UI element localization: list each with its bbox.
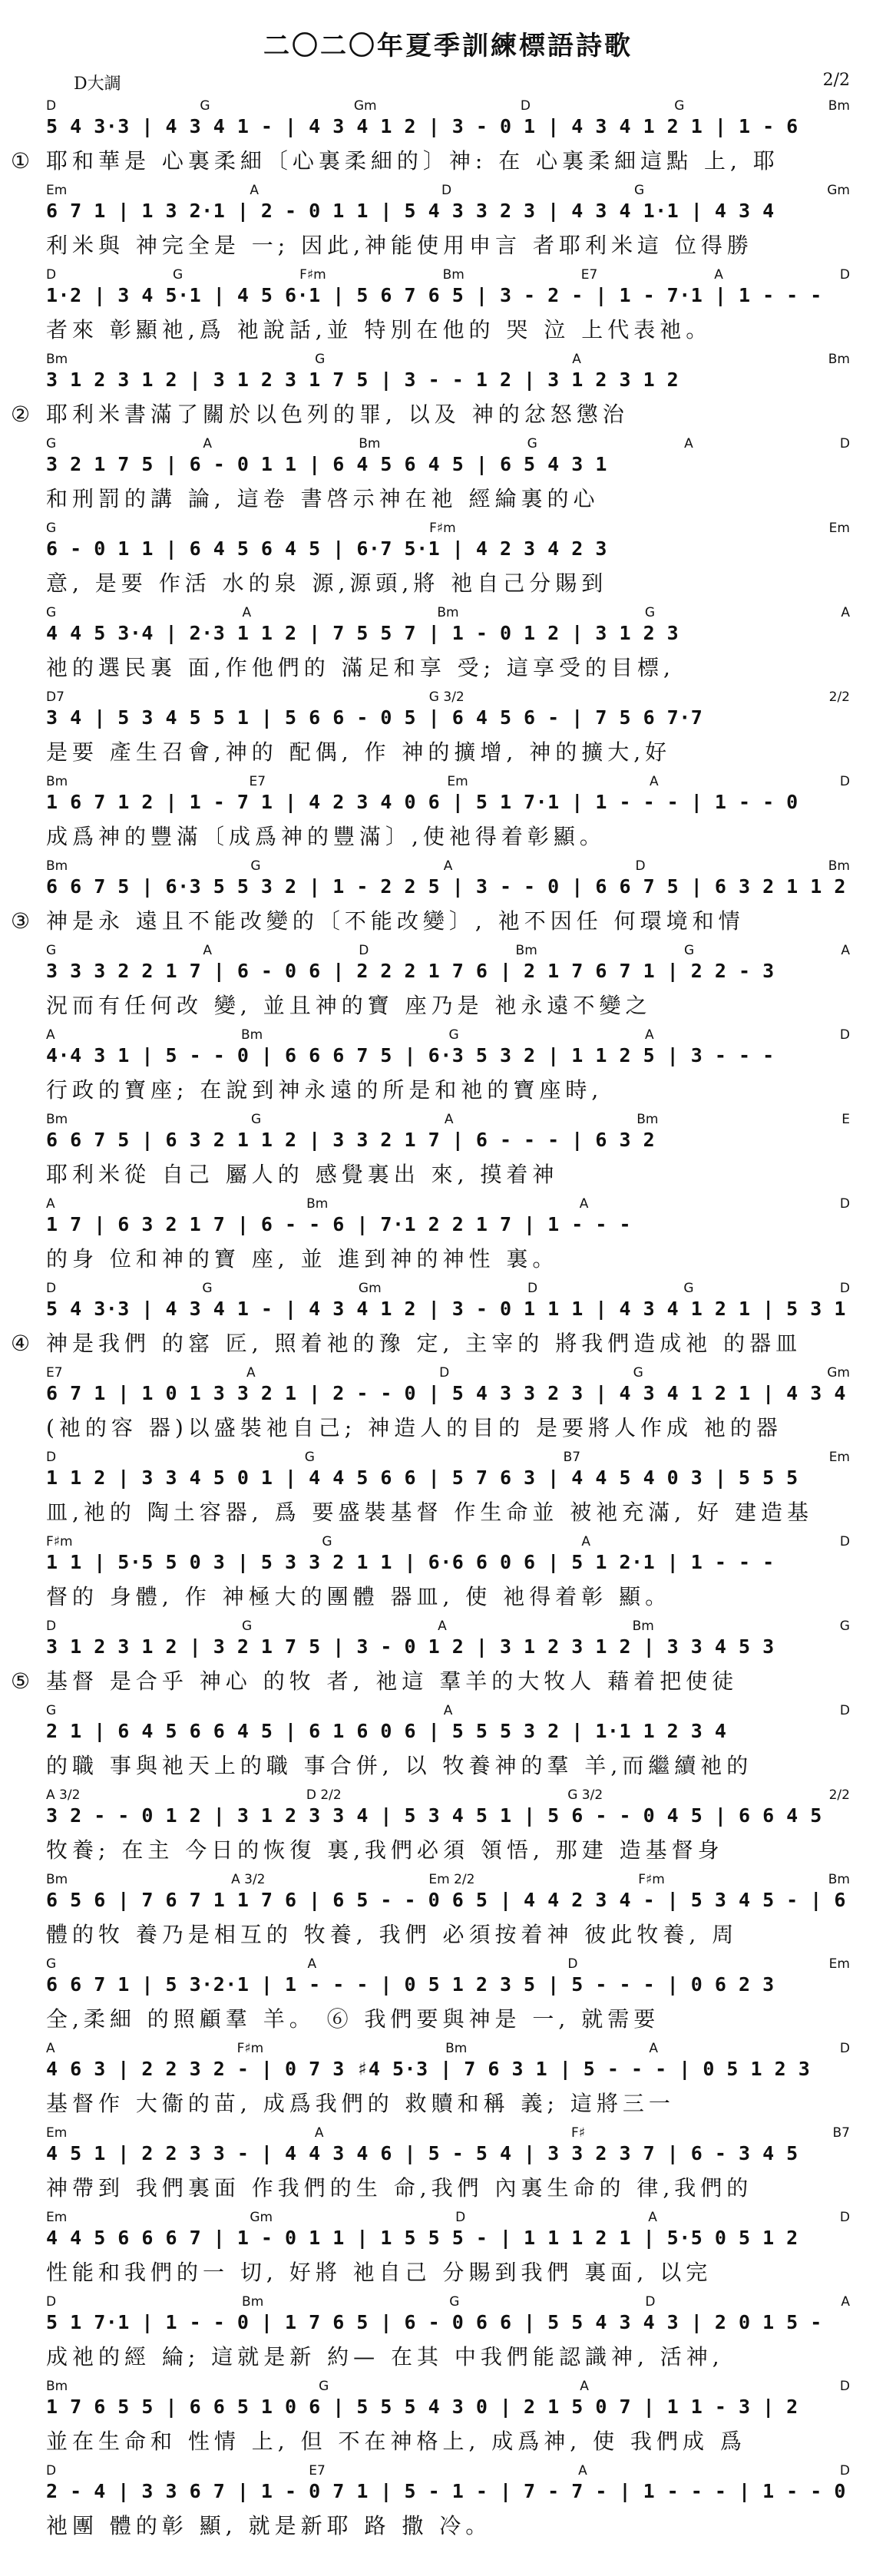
chord-symbol: A 3/2	[231, 1872, 266, 1887]
chord-symbol: D	[46, 1450, 57, 1465]
jianpu-notes: 6 6 7 1 | 5 3·2·1 | 1 - - - | 0 5 1 2 3 5 | 5 - - - | 0 6 2 3	[46, 1973, 775, 1996]
chord-symbol: E7	[46, 1365, 63, 1381]
chord-symbol: G	[683, 943, 695, 958]
chord-row	[46, 1196, 850, 1213]
song-title: 二〇二〇年夏季訓練標語詩歌	[263, 31, 633, 61]
chord-symbol: F♯m	[299, 267, 326, 283]
chord-symbol: D	[839, 2463, 850, 2478]
jianpu-notes: 6 7 1 | 1 0 1 3 3 2 1 | 2 - - 0 | 5 4 3 3 2 3 | 4 3 4 1 2 1 | 4 3 4	[46, 1382, 846, 1404]
chord-symbol: A	[443, 858, 453, 874]
score-line	[0, 1534, 896, 1619]
lyric-text: 意, 是要 作活 水的泉 源,源頭,將 祂自己分賜到	[46, 570, 608, 596]
chord-symbol: A	[578, 2463, 587, 2478]
chord-symbol: Em	[46, 183, 68, 198]
lyrics-row	[11, 398, 859, 428]
time-signature: 2/2	[822, 71, 850, 90]
lyrics-row	[11, 482, 859, 513]
chord-symbol: G	[674, 98, 685, 114]
chord-symbol: D	[839, 2210, 850, 2225]
jianpu-notes: 3 1 2 3 1 2 | 3 1 2 3 1 7 5 | 3 - - 1 2 | 3 1 2 3 1 2	[46, 369, 679, 391]
chord-row	[46, 267, 850, 284]
verse-number: ⑤	[11, 1668, 31, 1694]
chord-symbol: Bm	[46, 352, 68, 367]
chord-row	[46, 2463, 850, 2480]
lyric-text: 牧養; 在主 今日的恢復 裏,我們必須 領悟, 那建 造基督身	[46, 1837, 724, 1863]
chord-row	[46, 1027, 850, 1044]
lyrics-row	[11, 144, 859, 175]
chord-symbol: Bm	[828, 1872, 850, 1887]
lyric-text: 督的 身體, 作 神極大的團體 器皿, 使 祂得着彰 顯。	[46, 1584, 672, 1609]
chord-symbol: Em	[447, 774, 468, 789]
jianpu-notes: 5 4 3·3 | 4 3 4 1 - | 4 3 4 1 2 | 3 - 0 1 | 4 3 4 1 2 1 | 1 - 6	[46, 115, 798, 137]
lyric-text: 全,柔細 的照顧羣 羊。 ⑥ 我們要與神是 一, 就需要	[46, 2006, 660, 2032]
jianpu-notes: 1 7 | 6 3 2 1 7 | 6 - - 6 | 7·1 2 2 1 7 | 1 - - -	[46, 1213, 632, 1235]
chord-row	[46, 605, 850, 622]
score-line	[0, 774, 896, 858]
chord-symbol: D	[839, 1281, 850, 1296]
chord-symbol: A	[579, 1196, 589, 1212]
lyrics-row	[11, 1834, 859, 1864]
chord-symbol: F♯m	[429, 521, 456, 536]
chord-symbol: D	[455, 2210, 466, 2225]
jianpu-notes: 1 6 7 1 2 | 1 - 7 1 | 4 2 3 4 0 6 | 5 1 7·1 | 1 - - - | 1 - - 0	[46, 791, 798, 813]
chord-symbol: A	[644, 1027, 654, 1043]
chord-row	[46, 1872, 850, 1889]
jianpu-notes: 5 1 7·1 | 1 - - 0 | 1 7 6 5 | 6 - 0 6 6 | 5 5 4 3 4 3 | 2 0 1 5 -	[46, 2311, 822, 2333]
chord-row	[46, 2210, 850, 2227]
chord-symbol: G	[304, 1450, 315, 1465]
chord-row	[46, 98, 850, 115]
score-line	[0, 183, 896, 267]
verse-number: ④	[11, 1331, 31, 1356]
verse-number: ③	[11, 908, 31, 934]
score-line	[0, 1787, 896, 1872]
lyrics-row	[11, 229, 859, 260]
chord-symbol: G	[46, 1956, 57, 1972]
lyrics-row	[11, 1411, 859, 1442]
chord-symbol: Bm	[828, 352, 850, 367]
chord-symbol: Bm	[437, 605, 459, 620]
chord-symbol: D	[567, 1956, 578, 1972]
chord-symbol: A	[580, 2379, 589, 2394]
chord-symbol: D	[839, 774, 850, 789]
chord-symbol: A	[242, 605, 252, 620]
score-line	[0, 2294, 896, 2379]
lyrics-row	[11, 1158, 859, 1189]
lyrics-row	[11, 904, 859, 935]
chord-symbol: F♯m	[638, 1872, 665, 1887]
chord-symbol: Em 2/2	[428, 1872, 475, 1887]
chord-symbol: Em	[828, 1956, 850, 1972]
jianpu-notes: 6 6 7 5 | 6·3 5 5 3 2 | 1 - 2 2 5 | 3 - - 0 | 6 6 7 5 | 6 3 2 1 1 2	[46, 875, 846, 898]
chord-symbol: D	[839, 2379, 850, 2394]
score-line	[0, 1281, 896, 1365]
lyric-text: 體的牧 養乃是相互的 牧養, 我們 必須按着神 彼此牧養, 周	[46, 1922, 739, 1947]
chord-row	[46, 2041, 850, 2058]
lyrics-row	[11, 2256, 859, 2287]
score-line	[0, 689, 896, 774]
score-line	[0, 436, 896, 521]
lyric-text: 皿,祂的 陶土容器, 爲 要盛裝基督 作生命並 被祂充滿, 好 建造基	[46, 1500, 814, 1525]
score-line	[0, 2463, 896, 2548]
chord-symbol: G	[200, 98, 210, 114]
chord-row	[46, 2294, 850, 2311]
chord-symbol: Bm	[242, 2294, 264, 2310]
chord-symbol: G	[173, 267, 183, 283]
lyric-text: 的職 事與祂天上的職 事合併, 以 牧養神的羣 羊,而繼續祂的	[46, 1753, 753, 1778]
chord-symbol: D	[46, 1281, 57, 1296]
lyrics-row	[11, 2509, 859, 2540]
chord-symbol: 2/2	[828, 689, 850, 705]
chord-row	[46, 1112, 850, 1129]
lyrics-row	[11, 1496, 859, 1526]
chord-symbol: A	[572, 352, 581, 367]
chord-symbol: D	[46, 98, 57, 114]
chord-symbol: Bm	[632, 1619, 654, 1634]
lyrics-row	[11, 989, 859, 1020]
chord-symbol: A	[649, 2041, 658, 2056]
chord-symbol: 2/2	[828, 1787, 850, 1803]
chord-symbol: Gm	[827, 183, 850, 198]
chord-symbol: D	[839, 1027, 850, 1043]
lyrics-row	[11, 1749, 859, 1780]
chord-symbol: Bm	[306, 1196, 329, 1212]
chord-symbol: D	[46, 2294, 57, 2310]
chord-symbol: D	[439, 1365, 450, 1381]
score-line	[0, 352, 896, 436]
chord-symbol: G	[250, 1112, 262, 1127]
jianpu-notes: 3 4 | 5 3 4 5 5 1 | 5 6 6 - 0 5 | 6 4 5 6 - | 7 5 6 7·7	[46, 706, 703, 729]
chord-symbol: G	[46, 1703, 57, 1718]
chord-symbol: E7	[309, 2463, 326, 2478]
chord-symbol: A	[714, 267, 723, 283]
jianpu-notes: 6 6 7 5 | 6 3 2 1 1 2 | 3 3 2 1 7 | 6 - - - | 6 3 2	[46, 1129, 656, 1151]
chord-row	[46, 1281, 850, 1298]
score-line	[0, 1027, 896, 1112]
chord-symbol: D	[839, 1703, 850, 1718]
lyrics-row	[11, 651, 859, 682]
chord-symbol: A	[246, 1365, 256, 1381]
chord-symbol: Bm	[445, 2041, 468, 2056]
chord-row	[46, 2125, 850, 2142]
chord-symbol: F♯m	[46, 1534, 73, 1549]
score-line	[0, 521, 896, 605]
lyric-text: 況而有任何改 變, 並且神的寶 座乃是 祂永遠不變之	[46, 993, 652, 1018]
chord-symbol: G	[250, 858, 261, 874]
chord-symbol: B7	[563, 1450, 581, 1465]
chord-symbol: G	[242, 1619, 253, 1634]
chord-symbol: A	[46, 1027, 55, 1043]
lyric-text: 的身 位和神的寶 座, 並 進到神的神性 裏。	[46, 1246, 559, 1271]
score-line	[0, 858, 896, 943]
chord-symbol: Bm	[442, 267, 465, 283]
chord-symbol: D	[359, 943, 369, 958]
lyrics-row	[11, 820, 859, 851]
lyric-text: 者來 彰顯祂,爲 祂說話,並 特別在他的 哭 泣 上代表祂。	[46, 317, 713, 342]
chord-symbol: G	[322, 1534, 332, 1549]
chord-row	[46, 1450, 850, 1467]
score-line	[0, 1112, 896, 1196]
chord-row	[46, 1787, 850, 1804]
key-signature: D大調	[74, 74, 121, 94]
chord-symbol: G	[448, 1027, 459, 1043]
chord-symbol: Bm	[46, 1112, 68, 1127]
chord-symbol: A	[841, 2294, 850, 2310]
chord-symbol: Bm	[46, 2379, 68, 2394]
jianpu-notes: 4 4 5 6 6 6 7 | 1 - 0 1 1 | 1 5 5 5 - | 1 1 1 2 1 | 5·5 0 5 1 2	[46, 2227, 798, 2249]
jianpu-notes: 5 4 3·3 | 4 3 4 1 - | 4 3 4 1 2 | 3 - 0 1 1 1 | 4 3 4 1 2 1 | 5 3 1	[46, 1298, 846, 1320]
chord-symbol: A	[684, 436, 693, 451]
jianpu-notes: 4·4 3 1 | 5 - - 0 | 6 6 6 7 5 | 6·3 5 3 2 | 1 1 2 5 | 3 - - -	[46, 1044, 775, 1066]
lyrics-row	[11, 1918, 859, 1949]
chord-symbol: Bm	[46, 1872, 68, 1887]
chord-symbol: G	[202, 1281, 213, 1296]
score-line	[0, 1956, 896, 2041]
jianpu-notes: 6 - 0 1 1 | 6 4 5 6 4 5 | 6·7 5·1 | 4 2 3 4 2 3	[46, 537, 607, 560]
chord-symbol: Bm	[828, 858, 850, 874]
chord-symbol: A	[841, 943, 850, 958]
chord-symbol: F♯m	[236, 2041, 264, 2056]
chord-symbol: Em	[828, 521, 850, 536]
chord-symbol: E	[841, 1112, 850, 1127]
chord-symbol: G	[644, 605, 656, 620]
chord-symbol: A	[444, 1112, 454, 1127]
lyric-text: 是要 產生召會,神的 配偶, 作 神的擴增, 神的擴大,好	[46, 739, 672, 765]
chord-symbol: D	[46, 1619, 57, 1634]
chord-symbol: D	[839, 267, 850, 283]
chord-symbol: D7	[46, 689, 64, 705]
lyric-text: 並在生命和 性情 上, 但 不在神格上, 成爲神, 使 我們成 爲	[46, 2429, 746, 2454]
lyric-text: 神是永 遠且不能改變的〔不能改變〕, 祂不因任 何環境和情	[46, 908, 745, 934]
chord-symbol: D	[645, 2294, 656, 2310]
score-line	[0, 1703, 896, 1787]
chord-symbol: D	[839, 1196, 850, 1212]
score-line	[0, 2041, 896, 2125]
lyric-text: 祂的選民裏 面,作他們的 滿足和享 受; 這享受的目標,	[46, 655, 675, 680]
chord-row	[46, 352, 850, 369]
chord-row	[46, 436, 850, 453]
chord-row	[46, 689, 850, 706]
lyric-text: 祂團 體的彰 顯, 就是新耶 路 撒 冷。	[46, 2513, 492, 2538]
lyric-text: 和刑罰的講 論, 這卷 書啓示神在祂 經綸裏的心	[46, 486, 600, 511]
score-line	[0, 605, 896, 689]
chord-row	[46, 1534, 850, 1551]
jianpu-notes: 1 1 | 5·5 5 0 3 | 5 3 3 2 1 1 | 6·6 6 0 6 | 5 1 2·1 | 1 - - -	[46, 1551, 775, 1573]
chord-symbol: D	[635, 858, 646, 874]
score-line	[0, 98, 896, 183]
chord-symbol: Bm	[515, 943, 537, 958]
jianpu-notes: 2 - 4 | 3 3 6 7 | 1 - 0 7 1 | 5 - 1 - | 7 - 7 - | 1 - - - | 1 - - 0	[46, 2480, 846, 2502]
chord-row	[46, 774, 850, 791]
chord-symbol: G	[449, 2294, 460, 2310]
lyric-text: 基督作 大衞的苗, 成爲我們的 救贖和稱 義; 這將三一	[46, 2091, 675, 2116]
chord-symbol: D	[520, 98, 531, 114]
score-line	[0, 1872, 896, 1956]
chord-row	[46, 943, 850, 960]
chord-symbol: Gm	[353, 98, 377, 114]
chord-symbol: D	[839, 1534, 850, 1549]
chord-symbol: Em	[828, 1450, 850, 1465]
chord-symbol: A	[649, 774, 659, 789]
jianpu-notes: 3 1 2 3 1 2 | 3 2 1 7 5 | 3 - 0 1 2 | 3 1 2 3 1 2 | 3 3 4 5 3	[46, 1635, 775, 1658]
chord-row	[46, 1619, 850, 1635]
verse-number: ①	[11, 148, 31, 174]
chord-row	[46, 858, 850, 875]
score-lines	[0, 98, 896, 2548]
chord-symbol: Gm	[250, 2210, 273, 2225]
score-line	[0, 1450, 896, 1534]
chord-symbol: Bm	[636, 1112, 659, 1127]
lyric-text: (祂的容 器)以盛裝祂自己; 神造人的目的 是要將人作成 祂的器	[46, 1415, 782, 1440]
lyric-text: 行政的寶座; 在說到神永遠的所是和祂的寶座時,	[46, 1077, 603, 1103]
score-line	[0, 1196, 896, 1281]
lyric-text: 神帶到 我們裏面 作我們的生 命,我們 內裏生命的 律,我們的	[46, 2175, 753, 2201]
chord-symbol: D	[441, 183, 452, 198]
chord-symbol: G	[319, 2379, 329, 2394]
chord-symbol: A	[203, 943, 213, 958]
score-line	[0, 2379, 896, 2463]
chord-row	[46, 183, 850, 200]
chord-symbol: E7	[580, 267, 598, 283]
chord-symbol: A	[307, 1956, 317, 1972]
score-line	[0, 1365, 896, 1450]
chord-symbol: F♯	[570, 2125, 585, 2141]
lyrics-row	[11, 1327, 859, 1357]
lyrics-row	[11, 2425, 859, 2455]
chord-symbol: G	[839, 1619, 850, 1634]
lyric-text: 基督 是合乎 神心 的牧 者, 祂這 羣羊的大牧人 藉着把使徒	[46, 1668, 739, 1694]
jianpu-notes: 4 5 1 | 2 2 3 3 - | 4 4 3 4 6 | 5 - 5 4 | 3 3 2 3 7 | 6 - 3 4 5	[46, 2142, 798, 2164]
score-line	[0, 1619, 896, 1703]
lyric-text: 耶和華是 心裏柔細〔心裏柔細的〕神: 在 心裏柔細這點 上, 耶	[46, 148, 779, 174]
chord-symbol: A	[46, 1196, 55, 1212]
chord-symbol: A	[438, 1619, 447, 1634]
chord-symbol: G	[46, 436, 57, 451]
lyrics-row	[11, 2087, 859, 2118]
chord-symbol: D	[527, 1281, 538, 1296]
lyrics-row	[11, 313, 859, 344]
chord-symbol: B7	[832, 2125, 850, 2141]
chord-symbol: Bm	[46, 858, 68, 874]
lyrics-row	[11, 2171, 859, 2202]
chord-row	[46, 2379, 850, 2396]
chord-symbol: A	[648, 2210, 657, 2225]
jianpu-notes: 2 1 | 6 4 5 6 6 4 5 | 6 1 6 0 6 | 5 5 5 3 2 | 1·1 1 2 3 4	[46, 1720, 727, 1742]
jianpu-notes: 4 4 5 3·4 | 2·3 1 1 2 | 7 5 5 7 | 1 - 0 1 2 | 3 1 2 3	[46, 622, 679, 644]
chord-row	[46, 1956, 850, 1973]
chord-symbol: D	[46, 267, 57, 283]
jianpu-notes: 1 7 6 5 5 | 6 6 5 1 0 6 | 5 5 5 4 3 0 | 2 1 5 0 7 | 1 1 - 3 | 2	[46, 2396, 798, 2418]
chord-symbol: A	[203, 436, 213, 451]
score-line	[0, 2125, 896, 2210]
lyrics-row	[11, 1580, 859, 1611]
jianpu-notes: 6 5 6 | 7 6 7 1 1 7 6 | 6 5 - - 0 6 5 | 4 4 2 3 4 - | 5 3 4 5 - | 6	[46, 1889, 846, 1911]
score-line	[0, 2210, 896, 2294]
jianpu-notes: 3 3 3 2 2 1 7 | 6 - 0 6 | 2 2 2 1 7 6 | 2 1 7 6 7 1 | 2 2 - 3	[46, 960, 775, 982]
chord-symbol: G 3/2	[567, 1787, 603, 1803]
lyric-text: 耶利米書滿了關於以色列的罪, 以及 神的忿怒懲治	[46, 402, 629, 427]
lyrics-row	[11, 2340, 859, 2371]
lyrics-row	[11, 1073, 859, 1104]
chord-symbol: Bm	[828, 98, 850, 114]
lyrics-row	[11, 2002, 859, 2033]
chord-symbol: Em	[46, 2210, 68, 2225]
chord-symbol: D 2/2	[306, 1787, 342, 1803]
lyrics-row	[11, 736, 859, 766]
lyric-text: 性能和我們的一 切, 好將 祂自己 分賜到我們 裏面, 以完	[46, 2260, 713, 2285]
lyric-text: 耶利米從 自己 屬人的 感覺裏出 來, 摸着神	[46, 1162, 559, 1187]
lyric-text: 成爲神的豐滿〔成爲神的豐滿〕,使祂得着彰顯。	[46, 824, 606, 849]
chord-symbol: G	[683, 1281, 694, 1296]
jianpu-notes: 1·2 | 3 4 5·1 | 4 5 6·1 | 5 6 7 6 5 | 3 - 2 - | 1 - 7·1 | 1 - - -	[46, 284, 822, 306]
lyrics-row	[11, 567, 859, 597]
chord-symbol: A 3/2	[46, 1787, 81, 1803]
jianpu-notes: 1 1 2 | 3 3 4 5 0 1 | 4 4 5 6 6 | 5 7 6 3 | 4 4 5 4 0 3 | 5 5 5	[46, 1467, 798, 1489]
lyrics-row	[11, 1665, 859, 1695]
chord-symbol: A	[46, 2041, 55, 2056]
lyrics-row	[11, 1242, 859, 1273]
chord-symbol: D	[839, 2041, 850, 2056]
chord-row	[46, 521, 850, 537]
lyric-text: 成祂的經 綸; 這就是新 約— 在其 中我們能認識神, 活神,	[46, 2344, 724, 2369]
score-line	[0, 943, 896, 1027]
chord-symbol: G	[634, 183, 645, 198]
chord-symbol: A	[841, 605, 850, 620]
chord-symbol: G 3/2	[428, 689, 465, 705]
jianpu-notes: 4 6 3 | 2 2 3 2 - | 0 7 3 ♯4 5·3 | 7 6 3 1 | 5 - - - | 0 5 1 2 3	[46, 2058, 811, 2080]
chord-symbol: G	[527, 436, 537, 451]
chord-symbol: G	[46, 521, 57, 536]
chord-symbol: Gm	[827, 1365, 850, 1381]
chord-symbol: E7	[249, 774, 266, 789]
chord-row	[46, 1703, 850, 1720]
chord-symbol: A	[314, 2125, 324, 2141]
chord-symbol: G	[46, 605, 57, 620]
lyric-text: 神是我們 的窰 匠, 照着祂的豫 定, 主宰的 將我們造成祂 的器皿	[46, 1331, 802, 1356]
chord-symbol: Bm	[46, 774, 68, 789]
lyric-text: 利米與 神完全是 一; 因此,神能使用申言 者耶利米這 位得勝	[46, 233, 753, 258]
chord-symbol: Em	[46, 2125, 68, 2141]
chord-symbol: G	[46, 943, 57, 958]
chord-symbol: G	[633, 1365, 643, 1381]
chord-symbol: A	[443, 1703, 453, 1718]
jianpu-notes: 3 2 1 7 5 | 6 - 0 1 1 | 6 4 5 6 4 5 | 6 5 4 3 1	[46, 453, 607, 475]
chord-symbol: Bm	[359, 436, 381, 451]
chord-symbol: Gm	[358, 1281, 382, 1296]
score-line	[0, 267, 896, 352]
jianpu-notes: 3 2 - - 0 1 2 | 3 1 2 3 3 4 | 5 3 4 5 1 | 5 6 - - 0 4 5 | 6 6 4 5	[46, 1804, 822, 1827]
chord-row	[46, 1365, 850, 1382]
verse-number: ②	[11, 402, 31, 427]
chord-symbol: D	[839, 436, 850, 451]
chord-symbol: Bm	[240, 1027, 263, 1043]
chord-symbol: D	[46, 2463, 57, 2478]
jianpu-notes: 6 7 1 | 1 3 2·1 | 2 - 0 1 1 | 5 4 3 3 2 3 | 4 3 4 1·1 | 4 3 4	[46, 200, 775, 222]
chord-symbol: G	[315, 352, 326, 367]
chord-symbol: A	[250, 183, 259, 198]
chord-symbol: A	[581, 1534, 591, 1549]
